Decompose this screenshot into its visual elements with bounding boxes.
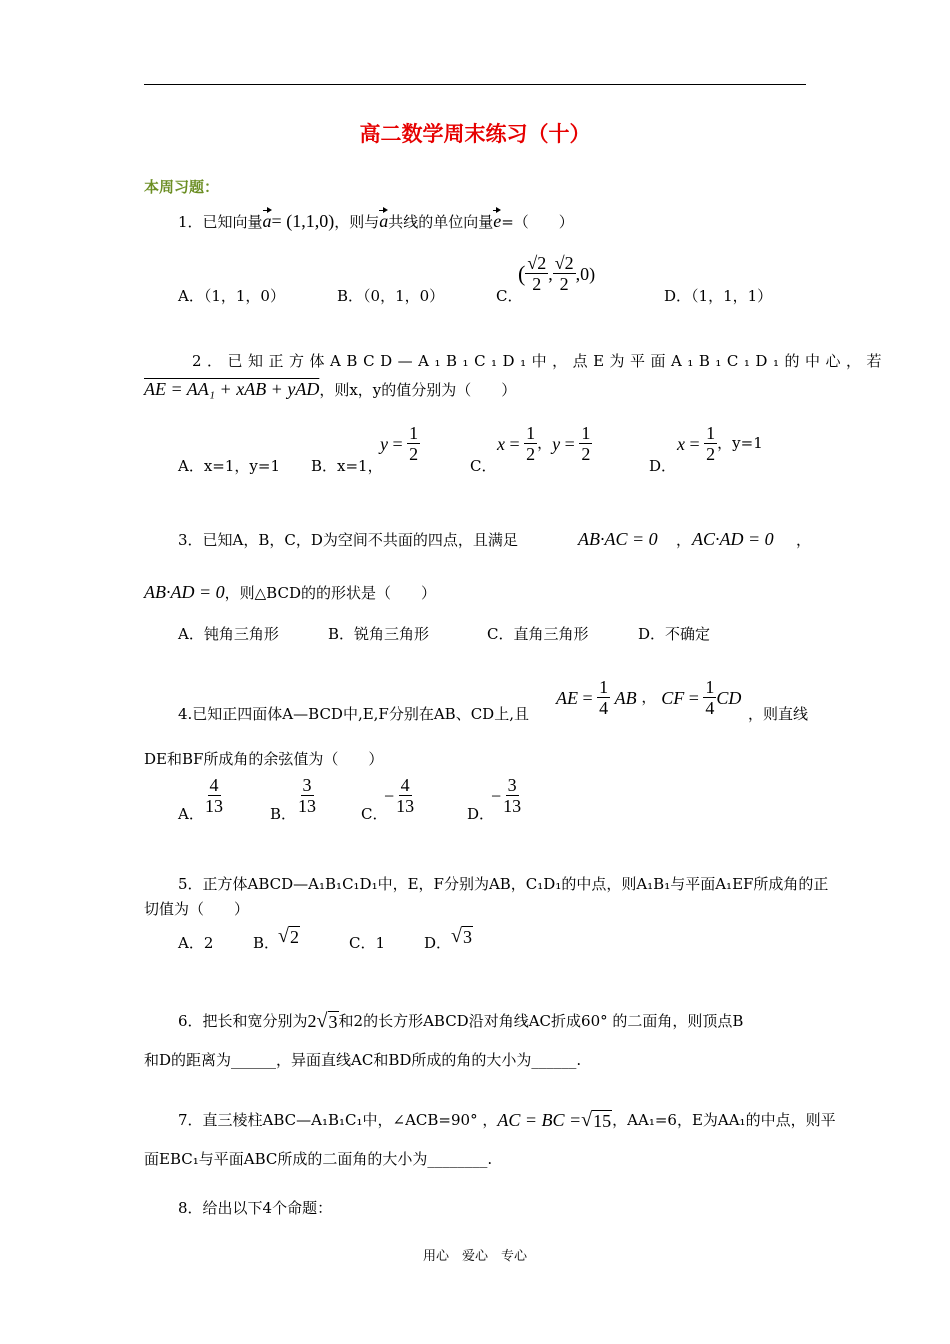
question-4-stem: 4.已知正四面体A—BCD中,E,F分别在AB、CD上,且 (178, 705, 529, 723)
q7-line2: 面EBC₁与平面ABC所成的二面角的大小为________. (144, 1150, 493, 1168)
q3-condition-3: AB·AD = 0 (144, 582, 225, 602)
q4-option-a-label: A． (178, 805, 204, 823)
section-heading: 本周习题： (144, 178, 220, 196)
q1-vector-e: e (493, 211, 502, 231)
page-title: 高二数学周末练习（十） (359, 122, 591, 146)
q1-option-a: A．（1，1，0） (178, 287, 285, 305)
question-2-stem: 2．已知正方体ABCD—A₁B₁C₁D₁中，点E为平面A₁B₁C₁D₁的中心，若 (192, 352, 887, 370)
q2-option-b: B．x=1， (311, 457, 383, 475)
q4-option-a-value: $\frac{4}{13}$ (205, 775, 223, 816)
q1-vector-a-2: a (379, 211, 389, 231)
q5-option-b-value: √ 2 (278, 925, 299, 947)
q1-frac-1: $\frac{√2}{2}$ (527, 253, 547, 294)
q3-condition-1: AB·AC = 0 (578, 529, 658, 549)
q5-option-d-value: √ 3 (451, 925, 472, 947)
q5-option-c: C．1 (349, 934, 386, 952)
q3-condition-2: AC·AD = 0 (692, 529, 774, 549)
q1-option-c-label: C． (496, 287, 523, 305)
q4-option-c-value: − $\frac{4}{13}$ (384, 775, 415, 816)
q1-frac-2: $\frac{√2}{2}$ (554, 253, 574, 294)
q1-vector-a: a (262, 211, 272, 231)
q3-tail: ，则△BCD的的形状是（ ） (224, 584, 436, 602)
q1-mid: ，则与 (334, 213, 380, 231)
q2-option-d-value: x = $\frac{1}{2}$ ，y=1 (677, 423, 763, 464)
q6-line2: 和D的距离为______，异面直线AC和BD所成的角的大小为______. (144, 1051, 582, 1069)
q4-option-b-label: B． (270, 805, 297, 823)
q2-option-c-label: C． (470, 457, 497, 475)
q4-option-d-label: D． (467, 805, 495, 823)
q1-option-d: D．（1，1，1） (664, 287, 773, 305)
q2-tail: ，则x，y的值分别为（ ） (319, 381, 517, 399)
q1-option-b: B．（0，1，0） (337, 287, 445, 305)
q4-option-b-value: $\frac{3}{13}$ (298, 775, 316, 816)
q2-option-c-value: x = $\frac{1}{2}$ ， y = $\frac{1}{2}$ (497, 423, 591, 464)
q2-option-b-value: y = $\frac{1}{2}$ (380, 423, 419, 464)
q4-option-d-value: − $\frac{3}{13}$ (491, 775, 522, 816)
page-footer: 用心 爱心 专心 (422, 1249, 527, 1264)
question-5-stem: 5．正方体ABCD—A₁B₁C₁D₁中，E，F分别为AB，C₁D₁的中点，则A₁B₁与平面A₁EF所成角的正 (178, 875, 829, 893)
q3-option-b: B．锐角三角形 (328, 625, 430, 643)
q1-option-c: ( $\frac{√2}{2}$ , $\frac{√2}{2}$ ,0) (518, 253, 596, 294)
q1-suffix: =（ ） (501, 213, 574, 231)
q3-option-c: C．直角三角形 (487, 625, 589, 643)
q2-option-d-label: D． (649, 457, 677, 475)
q5-option-d-label: D． (424, 934, 452, 952)
q2-equation-line (144, 380, 516, 398)
q3-comma: ， (676, 531, 692, 549)
q3-line2 (144, 583, 436, 601)
question-8-stem: 8．给出以下4个命题： (178, 1199, 333, 1217)
question-6-stem: 6．把长和宽分别为 2 √ 3 和2的长方形ABCD沿对角线AC折成60° 的二面角，则顶点B (178, 1010, 744, 1032)
q4-conditions: AE = $\frac{1}{4}$ AB ， CF = $\frac{1}{4}$ CD (556, 677, 742, 718)
q2-equation: AE = AA₁ + xAB + yAD (144, 379, 320, 399)
q3-option-d: D．不确定 (638, 625, 711, 643)
q5-option-b-label: B． (253, 934, 280, 952)
q3-comma-2: ， (796, 531, 812, 549)
q1-prefix: 1．已知向量 (178, 213, 263, 231)
q3-option-a: A．钝角三角形 (178, 625, 279, 643)
q4-option-c-label: C． (361, 805, 388, 823)
q5-line2: 切值为（ ） (144, 900, 250, 918)
q2-option-a: A．x=1，y=1 (178, 457, 280, 475)
question-7-stem: 7．直三棱柱ABC—A₁B₁C₁中，∠ACB=90° ， AC = BC = √ 15 ，AA₁=6，E为AA₁的中点，则平 (178, 1109, 836, 1131)
header-rule (144, 84, 806, 85)
q1-mid2: 共线的单位向量 (388, 213, 494, 231)
q1-eq-value: = (1,1,0) (271, 211, 335, 231)
question-1-stem (178, 212, 574, 230)
q4-tail1: ，则直线 (748, 705, 809, 723)
question-3-stem: 3．已知A，B，C，D为空间不共面的四点，且满足 (178, 531, 518, 549)
q5-option-a: A．2 (178, 934, 214, 952)
q4-line2: DE和BF所成角的余弦值为（ ） (144, 750, 384, 768)
